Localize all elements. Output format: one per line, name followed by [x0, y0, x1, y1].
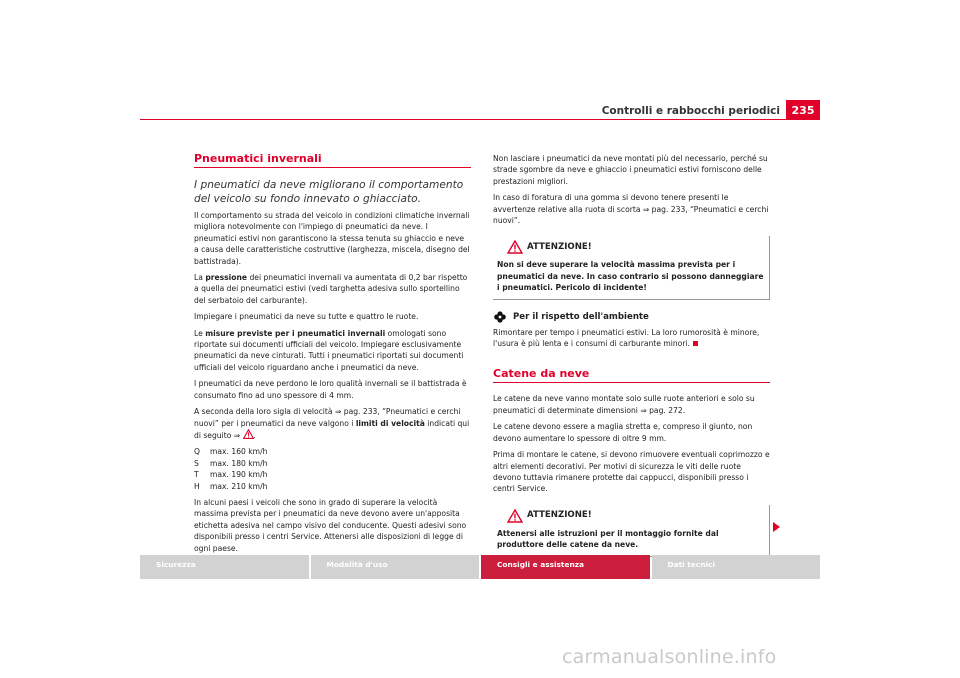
warning-title: ATTENZIONE!	[527, 241, 592, 252]
warning-box	[493, 505, 770, 557]
text-run: A seconda della loro sigla di velocità ⇒ pag. 233, “Pneumatici e cerchi nuovi” per i pneumatici da neve valgono i	[194, 407, 461, 428]
paragraph: In caso di foratura di una gomma si devono tenere presenti le avvertenze relative alla ruota di scorta ⇒ pag. 233, “Pneumatici e cerchi nuovi”.	[493, 193, 769, 226]
footer-tab-dati-tecnici[interactable]: Dati tecnici	[652, 555, 821, 579]
paragraph: I pneumatici da neve perdono le loro qualità invernali se il battistrada è consumato fino ad uno spessore di 4 mm.	[194, 379, 467, 400]
environment-title: Per il rispetto dell'ambiente	[513, 312, 649, 323]
section-title-winter-tyres: Pneumatici invernali	[194, 152, 322, 165]
paragraph: Le catene da neve vanno montate solo sulle ruote anteriori e solo su pneumatici di determinate dimensioni ⇒ pag. 272.	[493, 394, 755, 415]
footer-nav	[140, 555, 820, 579]
speed-limit-row	[194, 469, 471, 480]
speed-value: max. 190 km/h	[210, 470, 268, 480]
right-column	[493, 153, 770, 567]
environment-header	[493, 310, 770, 324]
speed-value: max. 210 km/h	[210, 481, 268, 491]
section-rule	[493, 382, 770, 383]
speed-limit-row	[194, 458, 471, 469]
warning-header	[507, 240, 765, 254]
text-run: omologati sono riportate sui documenti ufficiali del veicolo. Impiegare esclusivamente pneumatici da neve cinturati. Tutti i pneumatici riportati sui documenti ufficiali del veicolo riguardano anche i pneumatici da neve.	[194, 328, 464, 372]
text-run: La	[194, 273, 206, 283]
bold-term: pressione	[205, 273, 248, 283]
bold-term: limiti di velocità	[355, 418, 425, 428]
warning-text: Non si deve superare la velocità massima prevista per i pneumatici da neve. In caso contrario si possono danneggiare i pneumatici. Pericolo di incidente!	[497, 260, 764, 293]
paragraph: Non lasciare i pneumatici da neve montati più del necessario, perché su strade sgombre da neve e ghiaccio i pneumatici estivi forniscono delle prestazioni migliori.	[493, 154, 768, 186]
continue-arrow-icon	[773, 522, 780, 532]
section-title-snow-chains: Catene da neve	[493, 367, 590, 381]
warning-text: Attenersi alle istruzioni per il montaggio fornite dal produttore delle catene da neve.	[497, 528, 719, 550]
footer-tab-sicurezza[interactable]: Sicurezza	[140, 555, 309, 579]
lead-text: I pneumatici da neve migliorano il comportamento del veicolo su fondo innevato o ghiacciato.	[194, 179, 464, 205]
paragraph: Prima di montare le catene, si devono rimuovere eventuali coprimozzo e altri elementi decorativi. Per motivi di sicurezza le viti delle ruote devono tuttavia rimanere protette dai cappucci, disponibili presso i centri Service.	[493, 450, 770, 494]
speed-limit-row	[194, 481, 471, 492]
paragraph: In alcuni paesi i veicoli che sono in grado di superare la velocità massima prevista per i pneumatici da neve devono avere un'apposita etichetta adesiva nel campo visivo del conducente. Questi adesivi sono disponibili presso i centri Service. Attenersi alle disposizioni di legge di ogni paese.	[194, 497, 467, 553]
warning-title: ATTENZIONE!	[527, 510, 592, 521]
running-header-title: Controlli e rabbocchi periodici	[601, 105, 780, 117]
footer-tab-consigli-assistenza[interactable]: Consigli e assistenza	[481, 555, 650, 579]
text-run: Le	[194, 328, 206, 338]
warning-triangle-icon	[243, 429, 254, 439]
paragraph	[493, 327, 770, 350]
environment-text: Rimontare per tempo i pneumatici estivi. La loro rumorosità è minore, l'usura è più lenta e i consumi di carburante minori.	[493, 327, 760, 349]
header-rule	[140, 119, 786, 120]
warning-box	[493, 236, 770, 299]
speed-code: Q	[194, 447, 200, 457]
warning-header	[507, 509, 765, 523]
speed-code: T	[194, 470, 199, 480]
speed-limit-list	[194, 446, 471, 492]
warning-triangle-icon	[507, 240, 523, 254]
left-column	[194, 152, 471, 559]
speed-code: S	[194, 458, 199, 468]
speed-limit-row	[194, 446, 471, 457]
paragraph	[194, 328, 471, 374]
flower-icon	[493, 310, 507, 324]
bold-term: misure previste per i pneumatici invernali	[205, 328, 386, 338]
text-run: indicati qui di seguito ⇒	[194, 418, 470, 440]
paragraph: Impiegare i pneumatici da neve su tutte e quattro le ruote.	[194, 312, 419, 322]
speed-code: H	[194, 481, 200, 491]
watermark: carmanualsonline.info	[562, 646, 777, 668]
warning-triangle-icon	[507, 509, 523, 523]
speed-value: max. 160 km/h	[210, 447, 268, 457]
section-rule	[194, 167, 471, 168]
paragraph: Le catene devono essere a maglia stretta e, compreso il giunto, non devono aumentare lo spessore di oltre 9 mm.	[493, 422, 753, 443]
paragraph: A seconda della loro sigla di velocità ⇒ pag. 233, “Pneumatici e cerchi nuovi” per i pneumatici da neve valgono i limiti di velocità indicati qui di seguito ⇒ .	[194, 407, 470, 440]
end-of-section-marker	[693, 341, 698, 346]
text-run: dei pneumatici invernali va aumentata di 0,2 bar rispetto a quella dei pneumatici estivi (vedi targhetta adesiva sullo sportellino del serbatoio del carburante).	[194, 273, 468, 305]
footer-tab-modalita-uso[interactable]: Modalità d'uso	[311, 555, 480, 579]
speed-value: max. 180 km/h	[210, 458, 268, 468]
paragraph	[194, 272, 471, 306]
paragraph: Il comportamento su strada del veicolo in condizioni climatiche invernali migliora notevolmente con l'impiego di pneumatici da neve. I pneumatici estivi non garantiscono la stessa tenuta su ghiaccio e neve a causa delle caratteristiche costruttive (larghezza, miscela, disegno del battistrada).	[194, 211, 470, 266]
page-number: 235	[786, 100, 820, 120]
